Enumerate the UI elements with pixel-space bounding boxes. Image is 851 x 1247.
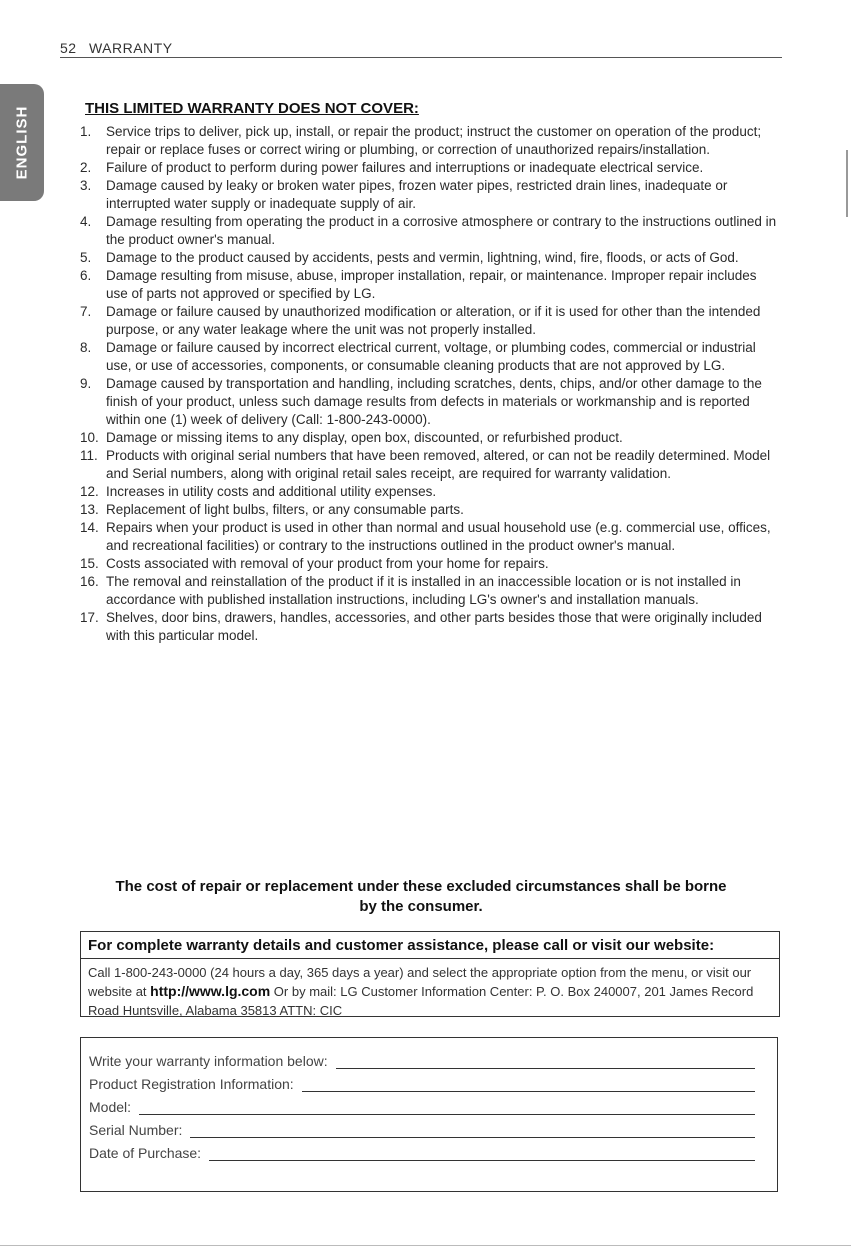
exclusion-number: 17.: [80, 610, 99, 625]
section-name: WARRANTY: [88, 40, 173, 56]
exclusion-item: [80, 429, 780, 447]
exclusion-text: Replacement of light bulbs, filters, or any consumable parts.: [106, 502, 464, 517]
product-registration-field[interactable]: [302, 1079, 755, 1092]
exclusion-text: Damage caused by leaky or broken water pipes, frozen water pipes, restricted drain lines, inadequate or interrupted water supply or inadequate supply of air.: [106, 178, 728, 211]
exclusion-text: The removal and reinstallation of the product if it is installed in an inaccessible location or is not installed in accordance with published installation instructions, including LG's owner's and installation manuals.: [106, 574, 741, 607]
contact-box: [80, 931, 780, 1017]
date-of-purchase-row: [81, 1138, 777, 1161]
product-registration-row: [81, 1069, 777, 1092]
exclusion-number: 5.: [80, 250, 92, 265]
exclusion-number: 3.: [80, 178, 92, 193]
exclusion-text: Failure of product to perform during power failures and interruptions or inadequate electrical service.: [106, 160, 704, 175]
exclusion-text: Damage or failure caused by incorrect electrical current, voltage, or plumbing codes, commercial or industrial use, or use of accessories, components, or consumable cleaning products that are not approved by LG.: [106, 340, 756, 373]
exclusion-text: Damage resulting from misuse, abuse, improper installation, repair, or maintenance. Improper repair includes use of parts not approved or specified by LG.: [106, 268, 757, 301]
exclusion-text: Damage resulting from operating the product in a corrosive atmosphere or contrary to the instructions outlined in the product owner's manual.: [106, 214, 777, 247]
closing-line-2: by the consumer.: [359, 898, 483, 915]
exclusion-item: [80, 573, 780, 609]
exclusion-text: Service trips to deliver, pick up, install, or repair the product; instruct the customer on operation of the product; repair or replace fuses or correct wiring or plumbing, or correction of unauthorized repairs/installation.: [106, 124, 762, 157]
exclusion-text: Damage to the product caused by accidents, pests and vermin, lightning, wind, fire, floods, or acts of God.: [106, 250, 739, 265]
exclusion-item: [80, 609, 780, 645]
product-registration-label: Product Registration Information:: [89, 1076, 294, 1092]
exclusion-number: 11.: [80, 448, 98, 463]
exclusion-number: 10.: [80, 430, 99, 445]
edge-mark: [846, 150, 848, 217]
language-tab-label: ENGLISH: [13, 105, 31, 180]
exclusion-item: [80, 339, 780, 375]
exclusion-item: [80, 447, 780, 483]
exclusion-number: 12.: [80, 484, 99, 499]
write-below-label: Write your warranty information below:: [89, 1053, 328, 1069]
serial-number-row: [81, 1115, 777, 1138]
exclusion-text: Shelves, door bins, drawers, handles, accessories, and other parts besides those that were originally included with this particular model.: [106, 610, 762, 643]
exclusion-item: [80, 123, 780, 159]
serial-number-field[interactable]: [190, 1125, 755, 1138]
exclusion-item: [80, 249, 780, 267]
exclusions-list: [80, 123, 780, 645]
exclusion-number: 13.: [80, 502, 99, 517]
exclusion-text: Damage or failure caused by unauthorized modification or alteration, or if it is used for other than the intended purpose, or any water leakage where the unit was not properly installed.: [106, 304, 761, 337]
page-number: 52: [60, 40, 77, 56]
exclusion-number: 16.: [80, 574, 99, 589]
exclusion-number: 7.: [80, 304, 92, 319]
exclusion-text: Products with original serial numbers that have been removed, altered, or can not be readily determined. Model and Serial numbers, along with original retail sales receipt, are required for warranty validation.: [106, 448, 771, 481]
exclusion-text: Costs associated with removal of your product from your home for repairs.: [106, 556, 549, 571]
contact-text-before-url: Call 1-800-243-0000 (24 hours a day, 365 days a year) and select the appropriate option from the menu, or visit our website at: [88, 965, 752, 999]
exclusion-text: Repairs when your product is used in other than normal and usual household use (e.g. commercial use, offices, and recreational facilities) or contrary to the instructions outlined in the product owner's manual.: [106, 520, 771, 553]
model-field[interactable]: [139, 1102, 755, 1115]
date-of-purchase-field[interactable]: [209, 1148, 755, 1161]
contact-body: [81, 959, 779, 1024]
exclusion-number: 2.: [80, 160, 92, 175]
model-row: [81, 1092, 777, 1115]
page-bottom-rule: [0, 1245, 851, 1246]
closing-statement: [60, 877, 782, 917]
exclusion-number: 8.: [80, 340, 92, 355]
exclusion-item: [80, 483, 780, 501]
exclusion-item: [80, 303, 780, 339]
contact-heading: For complete warranty details and customer assistance, please call or visit our website:: [81, 932, 779, 959]
exclusion-text: Damage caused by transportation and handling, including scratches, dents, chips, and/or other damage to the finish of your product, unless such damage results from defects in materials or workmanship and is reported within one (1) week of delivery (Call: 1-800-243-0000).: [106, 376, 762, 427]
serial-number-label: Serial Number:: [89, 1122, 183, 1138]
date-of-purchase-label: Date of Purchase:: [89, 1145, 202, 1161]
warranty-info-box: [80, 1037, 778, 1192]
exclusion-number: 15.: [80, 556, 99, 571]
exclusion-item: [80, 519, 780, 555]
exclusion-number: 4.: [80, 214, 92, 229]
exclusion-item: [80, 375, 780, 429]
website-link[interactable]: http://www.lg.com: [150, 983, 271, 999]
exclusion-text: Increases in utility costs and additional utility expenses.: [106, 484, 437, 499]
exclusion-item: [80, 267, 780, 303]
exclusion-item: [80, 159, 780, 177]
exclusion-number: 9.: [80, 376, 92, 391]
exclusion-number: 6.: [80, 268, 92, 283]
model-label: Model:: [89, 1099, 132, 1115]
exclusion-number: 1.: [80, 124, 92, 139]
closing-line-1: The cost of repair or replacement under these excluded circumstances shall be borne: [115, 878, 727, 895]
section-title: THIS LIMITED WARRANTY DOES NOT COVER:: [85, 100, 419, 117]
exclusion-text: Damage or missing items to any display, open box, discounted, or refurbished product.: [106, 430, 623, 445]
write-below-field[interactable]: [336, 1056, 755, 1069]
exclusion-number: 14.: [80, 520, 99, 535]
exclusion-item: [80, 501, 780, 519]
write-below-row: [81, 1046, 777, 1069]
language-tab: [0, 84, 44, 201]
contact-text-after-url: Or by mail: LG Customer Information Center: P. O. Box 240007, 201 James Record Road Huntsville, Alabama 35813 ATTN: CIC: [88, 984, 754, 1018]
exclusion-item: [80, 213, 780, 249]
exclusion-item: [80, 555, 780, 573]
exclusion-item: [80, 177, 780, 213]
page-header: [60, 40, 782, 58]
